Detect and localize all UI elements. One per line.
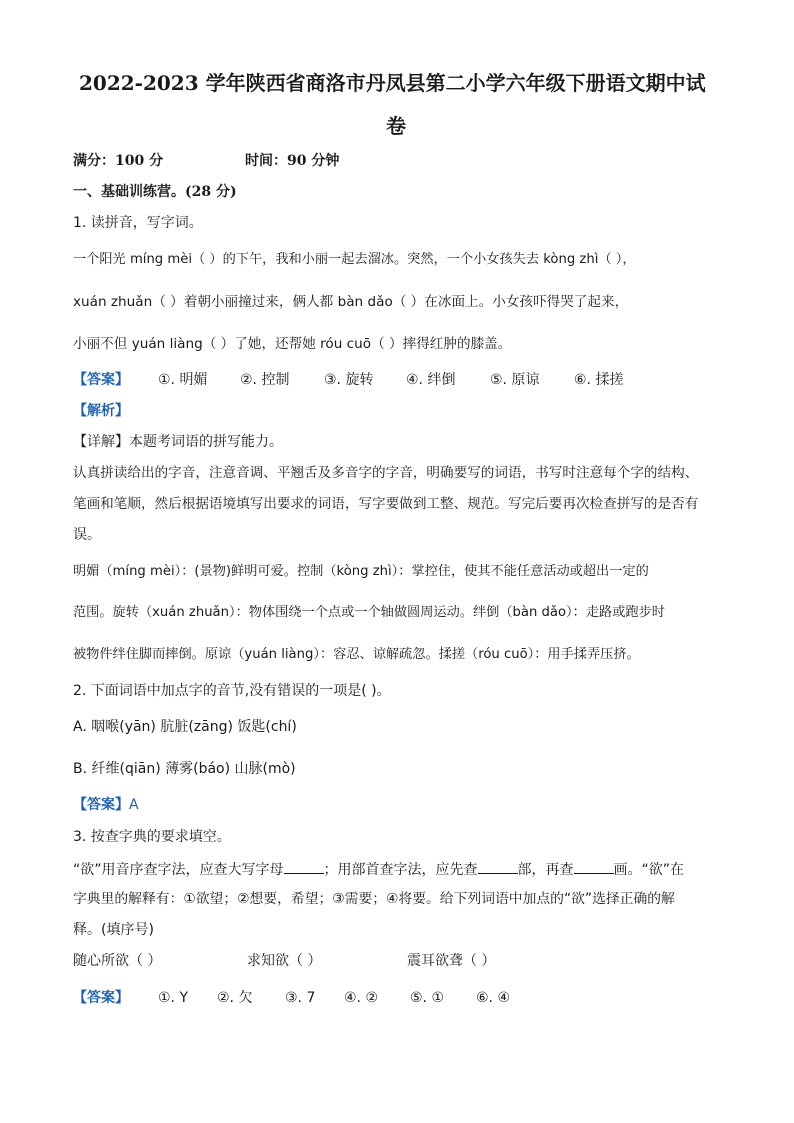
question-3-word: 随心所欲（ ） bbox=[73, 953, 162, 969]
answer-item: ①. Y bbox=[158, 990, 189, 1006]
exam-time: 时间：90 分钟 bbox=[245, 153, 340, 169]
answer-label: 【答案】 bbox=[73, 990, 129, 1006]
fill-in-blank bbox=[574, 859, 614, 874]
question-3-line-2: 字典里的解释有：①欲望；②想要，希望；③需要；④将要。给下列词语中加点的“欲”选择正确的解 bbox=[73, 891, 675, 907]
question-2-option-a: A. 咽喉(yān) 肮脏(zāng) 饭匙(chí) bbox=[73, 719, 297, 735]
answer-label: 【答案】 bbox=[73, 372, 129, 388]
answer-item: ③. 7 bbox=[285, 990, 316, 1006]
answer-item: ②. 欠 bbox=[217, 990, 253, 1006]
answer-item: ⑥. 揉搓 bbox=[574, 372, 624, 388]
question-3-text: 画。“欲”在 bbox=[613, 862, 685, 878]
analysis-paragraph-line: 笔画和笔顺，然后根据语境填写出要求的词语，写字要做到工整、规范。写完后要再次检查拼写的是否有 bbox=[73, 496, 699, 512]
document-title-line-1: 2022-2023 学年陕西省商洛市丹凤县第二小学六年级下册语文期中试 bbox=[79, 71, 706, 95]
question-3-text: ；用部首查字法，应先查 bbox=[323, 862, 478, 878]
definition-line: 被物件绊住脚而摔倒。原谅（yuán liàng）：容忍、谅解疏忽。揉搓（róu cuō）：用手揉弄压挤。 bbox=[73, 647, 640, 662]
document-title-line-2: 卷 bbox=[386, 114, 406, 138]
answer-item: ⑥. ④ bbox=[476, 990, 511, 1006]
question-1-line-1: 一个阳光 míng mèi（ ）的下午，我和小丽一起去溜冰。突然，一个小女孩失去 kòng zhì（ ）， bbox=[73, 252, 636, 267]
question-1-line-2: xuán zhuǎn（ ）着朝小丽撞过来，俩人都 bàn dǎo（ ）在冰面上。小女孩吓得哭了起来， bbox=[73, 294, 629, 310]
answer-item: ④. ② bbox=[344, 990, 379, 1006]
answer-item: ①. 明媚 bbox=[158, 372, 208, 388]
question-1-prompt: 1. 读拼音，写字词。 bbox=[73, 215, 203, 231]
answer-label: 【答案】 bbox=[73, 797, 129, 813]
definition-line: 范围。旋转（xuán zhuǎn）：物体围绕一个点或一个轴做圆周运动。绊倒（bàn dǎo）：走路或跑步时 bbox=[73, 605, 665, 620]
question-3-word: 震耳欲聋（ ） bbox=[407, 953, 496, 969]
fill-in-blank bbox=[284, 859, 324, 874]
question-1-line-3: 小丽不但 yuán liàng（ ）了她，还帮她 róu cuō（ ）摔得红肿的膝盖。 bbox=[73, 336, 512, 352]
answer-item: ⑤. ① bbox=[410, 990, 445, 1006]
question-3-word: 求知欲（ ） bbox=[247, 953, 322, 969]
question-2-option-b: B. 纤维(qiān) 薄雾(báo) 山脉(mò) bbox=[73, 761, 296, 777]
question-3-prompt: 3. 按查字典的要求填空。 bbox=[73, 829, 231, 845]
answer-item: ④. 绊倒 bbox=[406, 372, 456, 388]
answer-item: ②. 控制 bbox=[240, 372, 290, 388]
question-3-line-1 bbox=[73, 859, 684, 879]
analysis-detail: 【详解】本题考词语的拼写能力。 bbox=[73, 434, 283, 450]
answer-item: ⑤. 原谅 bbox=[490, 372, 540, 388]
question-3-line-3: 释。(填序号) bbox=[73, 922, 154, 938]
section-heading: 一、基础训练营。(28 分) bbox=[73, 184, 237, 200]
definition-line: 明媚（míng mèi）：(景物)鲜明可爱。控制（kòng zhì）：掌控住，使其不能任意活动或超出一定的 bbox=[73, 564, 649, 579]
answer-item: ③. 旋转 bbox=[324, 372, 374, 388]
full-score: 满分：100 分 bbox=[73, 153, 164, 169]
question-2-prompt: 2. 下面词语中加点字的音节,没有错误的一项是( )。 bbox=[73, 683, 391, 699]
question-3-text: “欲”用音序查字法，应查大写字母 bbox=[73, 862, 284, 878]
question-3-text: 部，再查 bbox=[517, 862, 574, 878]
analysis-paragraph-line: 认真拼读给出的字音，注意音调、平翘舌及多音字的字音，明确要写的词语，书写时注意每个字的结构、 bbox=[73, 465, 699, 481]
analysis-paragraph-line: 误。 bbox=[73, 527, 101, 543]
analysis-label: 【解析】 bbox=[73, 403, 129, 419]
answer-value: A bbox=[129, 797, 139, 813]
fill-in-blank bbox=[478, 859, 518, 874]
